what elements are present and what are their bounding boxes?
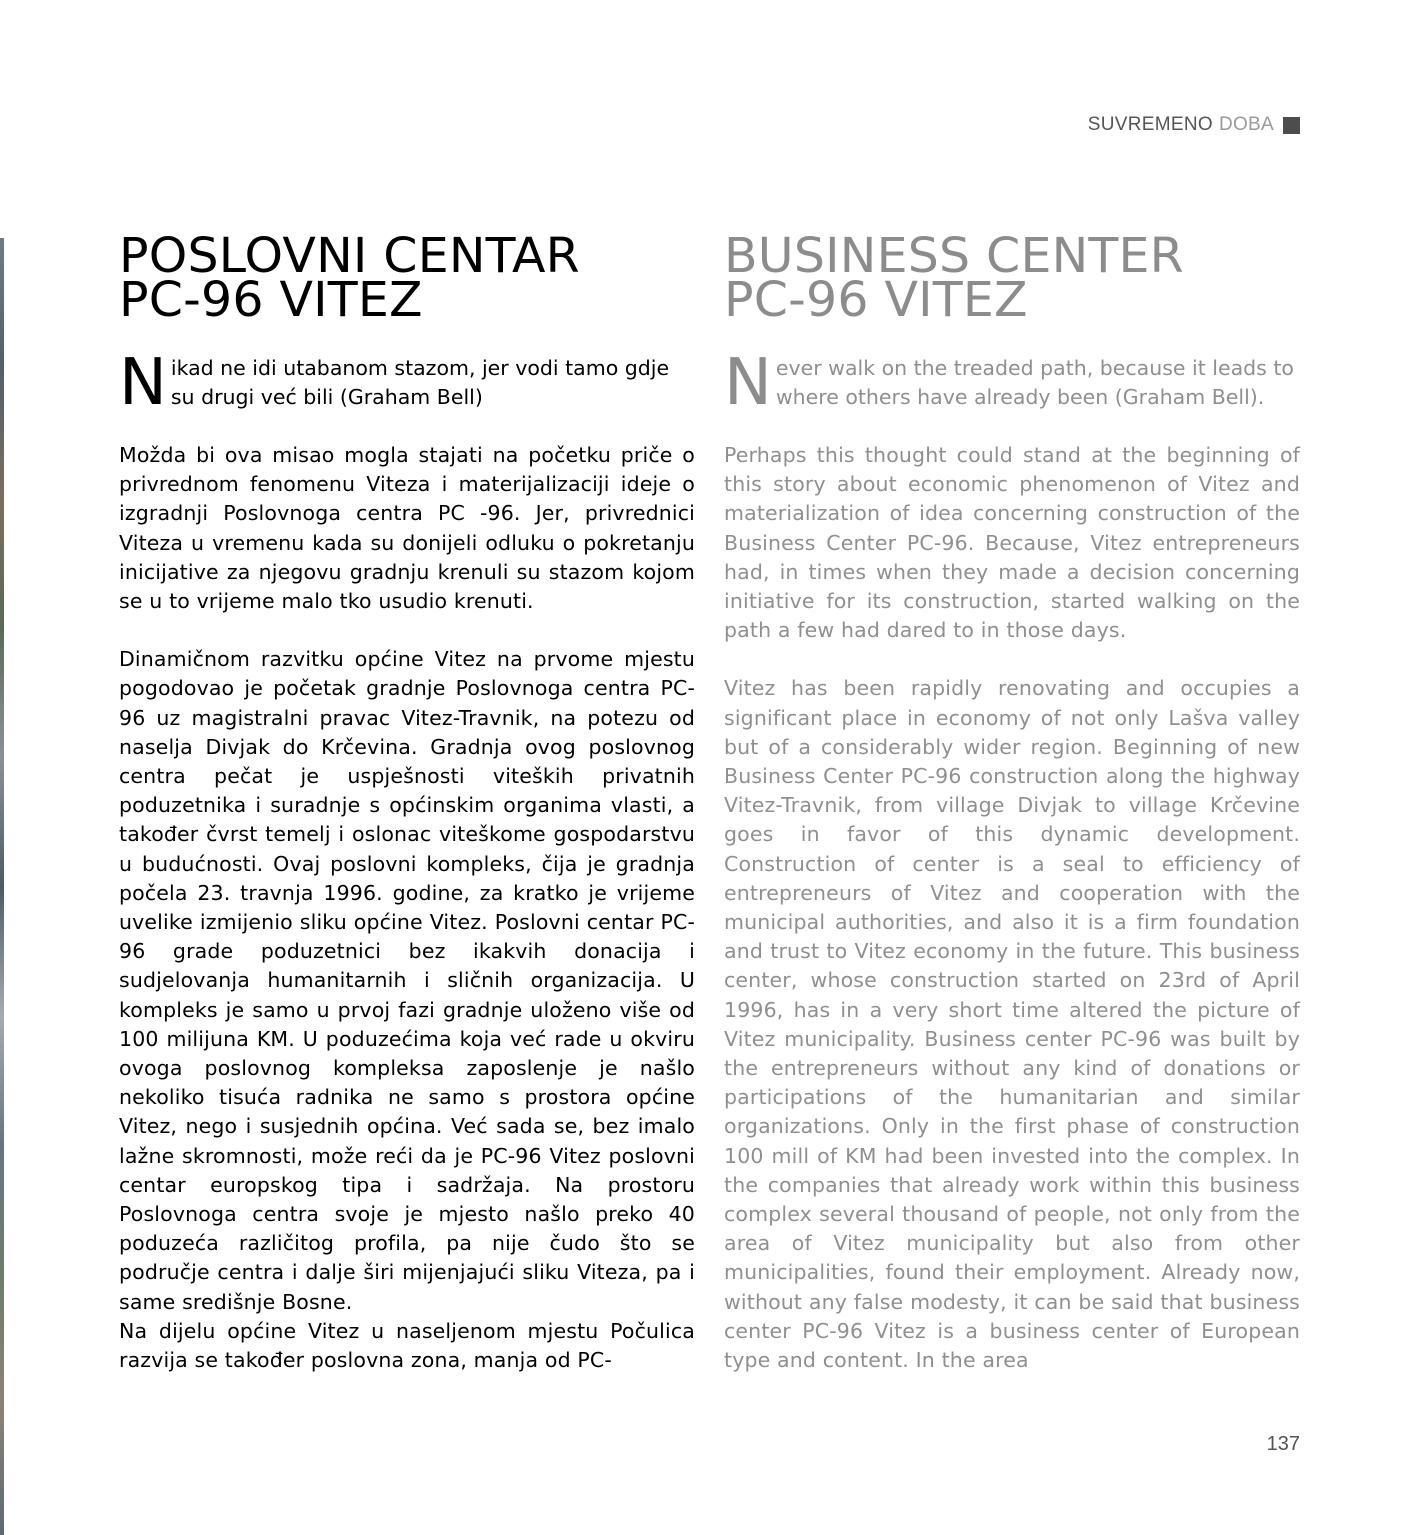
- english-quote: [724, 346, 1300, 420]
- croatian-quote-text: ikad ne idi utabanom stazom, jer vodi tamo gdje su drugi već bili (Graham Bell): [170, 356, 670, 409]
- english-column: [724, 228, 1300, 1375]
- english-dropcap: N: [724, 346, 772, 420]
- english-quote-text: ever walk on the treaded path, because it leads to where others have already been (Graham Bell).: [775, 356, 1294, 409]
- croatian-title-line1: POSLOVNI CENTAR: [119, 228, 580, 284]
- croatian-column: [119, 228, 695, 1375]
- header-section-light: DOBA: [1218, 114, 1274, 135]
- english-paragraph-1: Perhaps this thought could stand at the beginning of this story about economic phenomenon of Vitez and materialization of idea concerning construction of the Business Center PC-96. Because, Vitez entrepreneurs had, in times when they made a decision concerning initiative for its construction, started walking on the path a few had dared to in those days.: [724, 443, 1300, 643]
- croatian-title: [119, 228, 707, 328]
- page-number: 137: [1266, 1433, 1300, 1455]
- adjacent-page-photo-edge: [0, 238, 4, 1535]
- english-title-line1: BUSINESS CENTER: [724, 228, 1184, 284]
- english-title-line2: PC-96 VITEZ: [724, 272, 1028, 328]
- english-title: [724, 228, 1312, 328]
- croatian-paragraph-1: Možda bi ova misao mogla stajati na početku priče o privrednom fenomenu Viteza i materijalizaciji ideje o izgradnji Poslovnoga centra PC -96. Jer, privrednici Viteza u vremenu kada su donijeli odluku o pokretanju inicijative za njegovu gradnju krenuli su stazom kojom se u to vrijeme malo tko usudio krenuti.: [119, 443, 695, 614]
- croatian-paragraph-2: Dinamičnom razvitku općine Vitez na prvome mjestu pogodovao je početak gradnje Poslovnoga centra PC-96 uz magistralni pravac Vitez-Travnik, na potezu od naselja Divjak do Krčevina. Gradnja ovog poslovnog centra pečat je uspješnosti viteških privatnih poduzetnika i suradnje s općinskim organima vlasti, a također čvrst temelj i oslonac viteškome gospodarstvu u budućnosti. Ovaj poslovni kompleks, čija je gradnja počela 23. travnja 1996. godine, za kratko je vrijeme uvelike izmijenio sliku općine Vitez. Poslovni centar PC-96 grade poduzetnici bez ikakvih donacija i sudjelovanja humanitarnih i sličnih organizacija. U kompleks je samo u prvoj fazi gradnje uloženo više od 100 milijuna KM. U poduzećima koja već rade u okviru ovoga poslovnog kompleksa zaposlenje je našlo nekoliko tisuća radnika ne samo s prostora općine Vitez, nego i susjednih općina. Već sada se, bez imalo lažne skromnosti, može reći da je PC-96 Vitez poslovni centar europskog tipa i sadržaja. Na prostoru Poslovnoga centra svoje je mjesto našlo preko 40 poduzeća različitog profila, pa nije čudo što se područje centra i dalje širi mijenjajući sliku Viteza, pa i same središnje Bosne.: [119, 647, 695, 1314]
- header-square-icon: [1283, 117, 1300, 134]
- croatian-quote: [119, 346, 695, 420]
- header-section-dark: SUVREMENO: [1087, 114, 1213, 135]
- running-header: [1088, 114, 1300, 136]
- croatian-dropcap: N: [119, 346, 167, 420]
- croatian-title-line2: PC-96 VITEZ: [119, 272, 423, 328]
- english-paragraph-2: Vitez has been rapidly renovating and occupies a significant place in economy of not only Lašva valley but of a considerably wider region. Beginning of new Business Center PC-96 construction along the highway Vitez-Travnik, from village Divjak to village Krčevine goes in favor of this dynamic development. Construction of center is a seal to efficiency of entrepreneurs of Vitez and cooperation with the municipal authorities, and also it is a firm foundation and trust to Vitez economy in the future. This business center, whose construction started on 23rd of April 1996, has in a very short time altered the picture of Vitez municipality. Business center PC-96 was built by the entrepreneurs without any kind of donations or participations of the humanitarian and similar organizations. Only in the first phase of construction 100 mill of KM had been invested into the complex. In the companies that already work within this business complex several thousand of people, not only from the area of Vitez municipality but also from other municipalities, found their employment. Already now, without any false modesty, it can be said that business center PC-96 Vitez is a business center of European type and content. In the area: [724, 676, 1300, 1373]
- croatian-paragraph-3: Na dijelu općine Vitez u naseljenom mjestu Počulica razvija se također poslovna zona, manja od PC-: [119, 1318, 695, 1373]
